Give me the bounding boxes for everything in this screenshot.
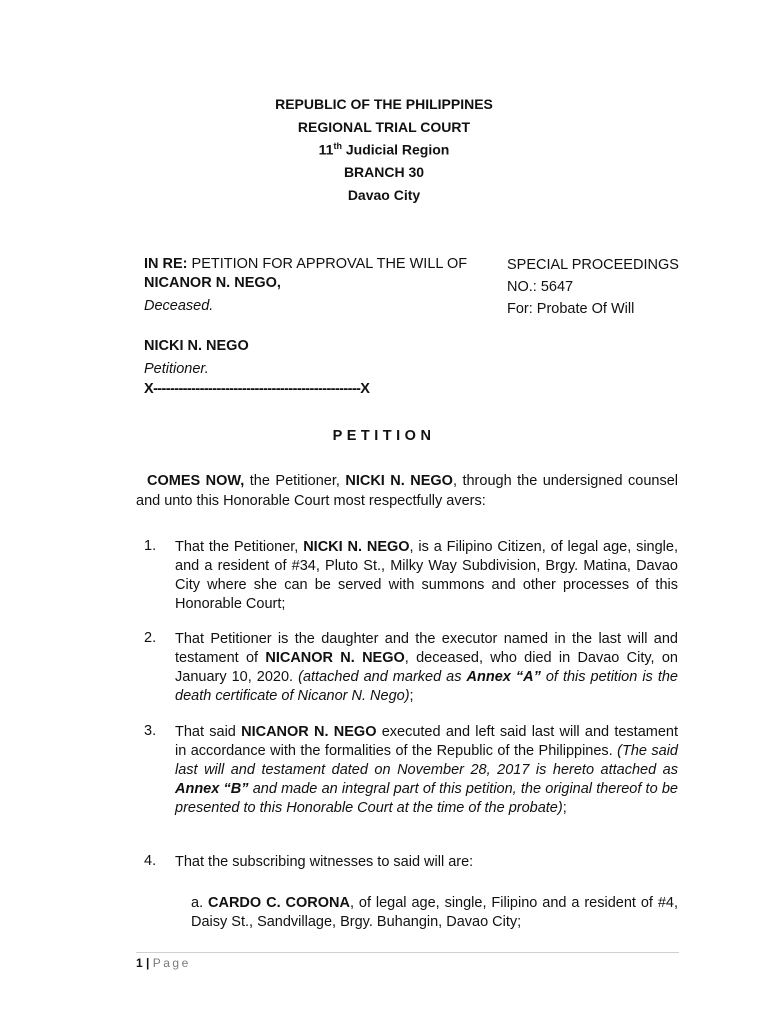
region-number: 11 xyxy=(318,141,334,158)
witness-a-label: a. xyxy=(191,895,209,911)
item-2-end: ; xyxy=(409,688,414,704)
case-number: NO.: 5647 xyxy=(507,279,574,295)
item-2-annex: Annex “A” xyxy=(466,669,541,685)
intro-petitioner-name: NICKI N. NEGO xyxy=(345,473,453,489)
item-number: 1. xyxy=(144,538,157,554)
item-1-text-a: That the Petitioner, xyxy=(175,539,304,555)
item-text xyxy=(175,723,678,818)
item-2-text-a: That Petitioner is the daughter and the executor named in the last will and testament of xyxy=(175,631,678,666)
item-1-name: NICKI N. NEGO xyxy=(303,539,410,555)
item-2-italic-f: of this petition is the death certificate of Nicanor N. Nego) xyxy=(175,669,678,704)
page-footer xyxy=(136,956,191,970)
witness-a-name: CARDO C. CORONA xyxy=(208,895,350,911)
item-number: 4. xyxy=(144,853,157,869)
case-for: For: Probate Of Will xyxy=(507,301,635,317)
region-text: Judicial Region xyxy=(341,141,450,158)
intro-text-2: , through the undersigned counsel and unto this Honorable Court most respectfully avers: xyxy=(136,473,678,509)
footer-divider xyxy=(136,952,679,953)
header-court: REGIONAL TRIAL COURT xyxy=(297,119,471,135)
comes-now: COMES NOW, xyxy=(147,473,245,489)
in-re-label: IN RE: xyxy=(144,256,188,272)
item-number: 3. xyxy=(144,723,157,739)
header-region xyxy=(0,141,768,158)
item-text: That the subscribing witnesses to said will are: xyxy=(175,854,474,870)
witness-a xyxy=(191,894,678,932)
page-separator: | xyxy=(142,956,153,970)
intro-paragraph xyxy=(136,472,678,511)
page-number: 1 xyxy=(136,956,143,970)
item-3-text-c: executed and left said last will and testament in accordance with the formalities of the Republic of the Philippines. xyxy=(175,724,678,759)
deceased-label: Deceased. xyxy=(144,298,214,314)
petition-text: PETITION FOR APPROVAL THE WILL OF xyxy=(187,256,468,272)
header-republic: REPUBLIC OF THE PHILIPPINES xyxy=(275,96,493,112)
caption-divider: X-------------------------------------------------X xyxy=(144,381,370,397)
item-text xyxy=(175,630,678,706)
item-3-italic-f: and made an integral part of this petition, the original thereof to be presented to this Honorable Court at the time of the probate) xyxy=(175,781,678,816)
item-number: 2. xyxy=(144,630,157,646)
item-2-text-c: , deceased, who died in Davao City, on January 10, 2020. xyxy=(175,650,678,685)
item-2-italic-d: (attached and marked as xyxy=(298,669,467,685)
witness-a-details: , of legal age, single, Filipino and a resident of #4, Daisy St., Sandvillage, Brgy. Buhangin, Davao City; xyxy=(191,895,678,930)
item-2-name: NICANOR N. NEGO xyxy=(265,650,405,666)
petitioner-name: NICKI N. NEGO xyxy=(144,338,249,354)
item-3-name: NICANOR N. NEGO xyxy=(241,724,377,740)
item-1-text-c: , is a Filipino Citizen, of legal age, single, and a resident of #34, Pluto St., Milky Way Subdivision, Brgy. Matina, Davao City where she can be served with summons and other processes of this Honorable Court; xyxy=(175,539,678,612)
caption-in-re xyxy=(144,255,494,274)
document-title: PETITION xyxy=(332,428,436,444)
page-word: Page xyxy=(152,956,191,970)
petitioner-label: Petitioner. xyxy=(144,361,209,377)
item-3-text-a: That said xyxy=(175,724,242,740)
intro-text-1: the Petitioner, xyxy=(244,473,346,489)
item-text xyxy=(175,538,678,614)
header-branch: BRANCH 30 xyxy=(343,164,425,180)
header-city: Davao City xyxy=(347,187,421,203)
case-type: SPECIAL PROCEEDINGS xyxy=(507,257,679,273)
item-3-end: ; xyxy=(562,800,567,816)
item-3-italic-d: (The said last will and testament dated on November 28, 2017 is hereto attached as xyxy=(175,743,678,778)
region-superscript: th xyxy=(333,141,342,151)
deceased-name: NICANOR N. NEGO, xyxy=(144,275,281,291)
item-3-annex: Annex “B” xyxy=(175,781,249,797)
